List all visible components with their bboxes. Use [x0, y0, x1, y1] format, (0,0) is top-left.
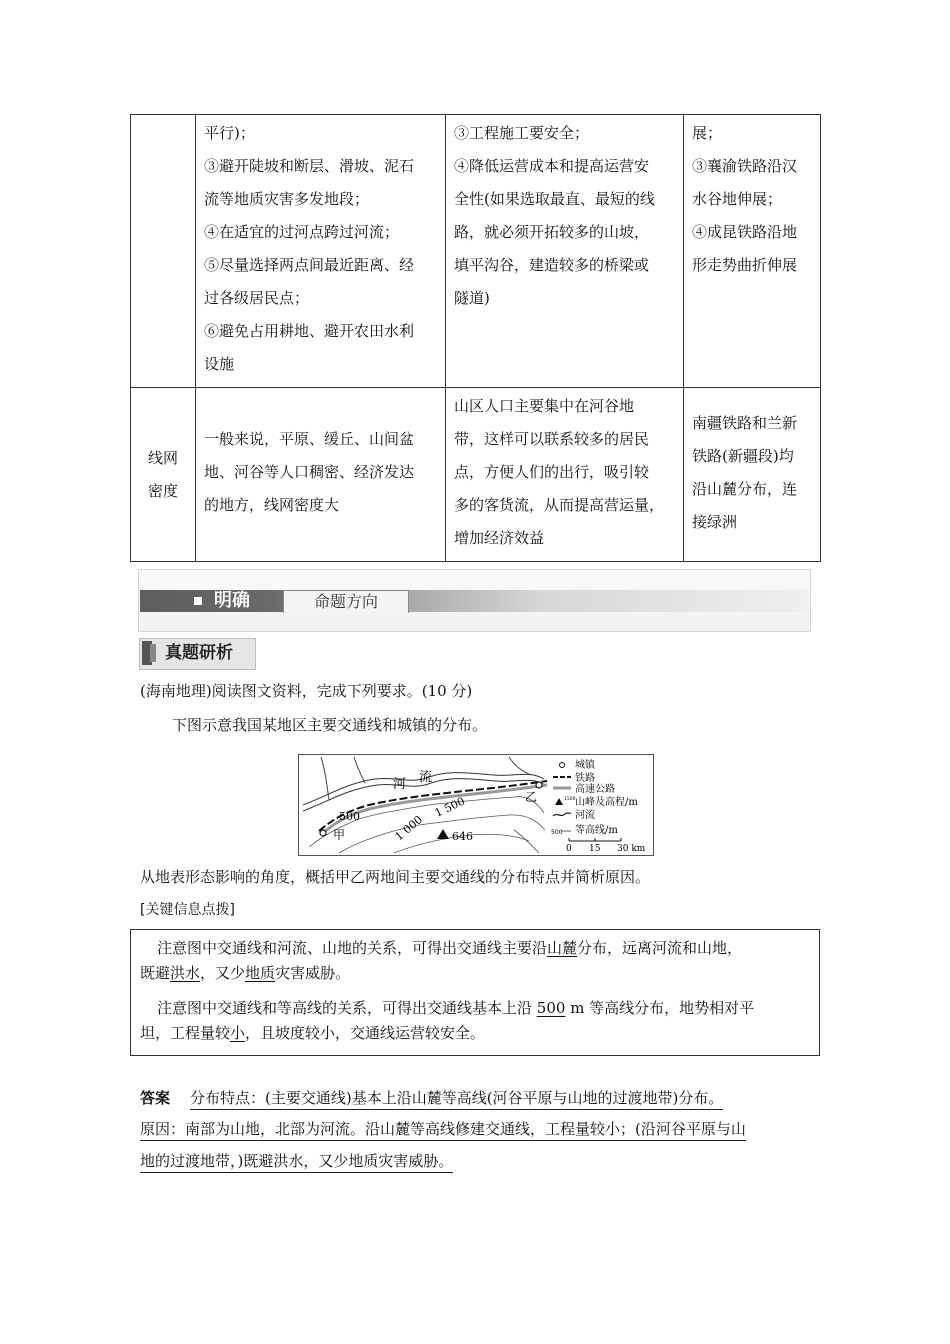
cell-line: 增加经济效益	[454, 529, 545, 547]
map-label-peak-value: 646	[452, 830, 473, 843]
square-bullet-icon	[194, 597, 202, 605]
map-svg	[299, 755, 653, 855]
town-yi-marker	[536, 782, 542, 788]
table-cell-reasons	[446, 388, 684, 562]
map-label-contour-1000: 1 000	[392, 813, 426, 844]
key-info-underline: 洪水	[170, 964, 201, 982]
legend-peak-icon	[555, 798, 563, 805]
cell-line: 路，就必须开拓较多的山坡，	[454, 223, 650, 241]
key-info-text: 坦，工程量较	[140, 1024, 231, 1042]
cell-line: 山区人口主要集中在河谷地	[454, 397, 635, 415]
table-row	[131, 388, 821, 562]
map-label-jia: 甲	[333, 828, 346, 842]
cell-line: 一般来说，平原、缓丘、山间盆	[204, 430, 415, 448]
legend-label: 高速公路	[575, 784, 615, 795]
cell-line: 过各级居民点；	[204, 289, 310, 307]
map-label-contour-500: 500	[339, 810, 360, 823]
scale-label: 30 km	[617, 844, 646, 854]
key-info-underline: 地质	[245, 964, 276, 982]
cell-line: ④在适宜的过河点跨过河流；	[204, 223, 400, 241]
key-info-p1-line1	[157, 937, 742, 959]
key-info-p2-line1	[157, 997, 754, 1019]
key-info-underline: 山麓	[547, 939, 578, 957]
legend-river-icon	[553, 813, 571, 816]
tributary-line	[509, 757, 531, 775]
key-info-text: 注意图中交通线和等高线的关系，可得出交通线基本上沿	[157, 999, 537, 1017]
cell-line: 水谷地伸展；	[692, 190, 783, 208]
key-info-p2-line2	[140, 1022, 485, 1044]
key-info-underline: 500	[536, 999, 566, 1017]
tributary-line	[321, 757, 329, 800]
key-info-text: 分布，远离河流和山地，	[577, 939, 743, 957]
table-cell-category	[131, 115, 196, 388]
cell-line: 带，这样可以联系较多的居民	[454, 430, 650, 448]
key-info-text: m 等高线分布，地势相对平	[565, 999, 755, 1017]
scale-label: 15	[589, 844, 601, 854]
cell-line: 形走势曲折伸展	[692, 256, 798, 274]
cell-line: 线网	[147, 448, 178, 467]
answer-label: 答案	[140, 1089, 171, 1107]
transport-map-figure	[298, 754, 654, 856]
cell-line: 隧道)	[454, 289, 490, 307]
key-info-text: 灾害威胁。	[275, 964, 351, 982]
legend-town-icon	[560, 763, 565, 768]
cell-line: 地、河谷等人口稠密、经济发达	[204, 463, 415, 481]
legend-label: 山峰及高程/m	[575, 797, 638, 808]
cell-line: ③襄渝铁路沿汉	[692, 157, 798, 175]
legend-label: 河流	[575, 810, 595, 821]
table-cell-category	[131, 388, 196, 562]
town-jia-marker	[320, 830, 326, 836]
road-layout-table	[130, 114, 821, 562]
key-info-underline: 小	[230, 1024, 246, 1042]
key-info-text: ，又少	[200, 964, 246, 982]
tributary-line	[354, 757, 365, 783]
cell-line: 点，方便人们的出行，吸引较	[454, 463, 650, 481]
cell-line: 多的客货流，从而提高营运量，	[454, 496, 665, 514]
cell-line: ③工程施工要安全；	[454, 124, 590, 142]
cell-line: 设施	[204, 355, 235, 373]
cell-line: 接绿洲	[692, 512, 738, 531]
table-cell-examples	[684, 115, 821, 388]
map-label-contour-1500: 1 500	[432, 794, 467, 820]
cell-line: 流等地质灾害多发地段；	[204, 190, 370, 208]
legend-contour-sample: 500	[551, 829, 563, 836]
section-banner-title: 明确	[214, 590, 250, 611]
table-cell-reasons	[446, 115, 684, 388]
legend-label: 等高线/m	[575, 825, 618, 836]
key-info-p1-line2	[140, 962, 350, 984]
section-banner-tab: 命题方向	[283, 590, 409, 613]
cell-line: 平行)；	[204, 124, 255, 142]
answer-line-2: 原因：南部为山地，北部为河流。沿山麓等高线修建交通线，工程量较小；(沿河谷平原与山	[140, 1118, 746, 1141]
map-label-yi: 乙	[525, 790, 538, 804]
table-row	[131, 115, 821, 388]
tag-marker-shade	[150, 644, 156, 662]
key-info-text: 既避	[140, 964, 171, 982]
question-source: (海南地理)阅读图文资料，完成下列要求。(10 分)	[140, 682, 473, 700]
cell-line: 密度	[147, 481, 178, 500]
legend-peak-sample: 1500	[564, 797, 576, 802]
cell-line: ③避开陡坡和断层、滑坡、泥石	[204, 157, 415, 175]
table-cell-principles	[196, 388, 446, 562]
cell-line: 南疆铁路和兰新	[692, 413, 798, 432]
scale-label: 0	[566, 844, 572, 854]
legend-label: 城镇	[575, 760, 595, 771]
cell-line: 展；	[692, 124, 723, 142]
cell-line: ⑤尽量选择两点间最近距离、经	[204, 256, 415, 274]
real-question-tag-label: 真题研析	[165, 643, 233, 663]
key-info-text: 注意图中交通线和河流、山地的关系，可得出交通线主要沿	[157, 939, 548, 957]
cell-line: 全性(如果选取最直、最短的线	[454, 190, 655, 208]
legend-label: 铁路	[575, 773, 595, 784]
table-cell-principles	[196, 115, 446, 388]
question-ask: 从地表形态影响的角度，概括甲乙两地间主要交通线的分布特点并简析原因。	[140, 868, 651, 886]
table-cell-examples	[684, 388, 821, 562]
map-label-river-1: 河	[393, 777, 407, 792]
question-intro: 下图示意我国某地区主要交通线和城镇的分布。	[172, 716, 488, 734]
key-info-title: [关键信息点拨]	[140, 902, 235, 918]
map-label-river-2: 流	[419, 770, 433, 785]
cell-line: 的地方，线网密度大	[204, 496, 340, 514]
cell-line: ④成昆铁路沿地	[692, 223, 798, 241]
cell-line: ⑥避免占用耕地、避开农田水利	[204, 322, 415, 340]
mountain-peak-icon	[437, 829, 449, 839]
cell-line: 铁路(新疆段)均	[692, 446, 794, 465]
cell-line: 填平沟谷，建造较多的桥梁或	[454, 256, 650, 274]
cell-line: ④降低运营成本和提高运营安	[454, 157, 650, 175]
answer-line-1: 分布特点：(主要交通线)基本上沿山麓等高线(河谷平原与山地的过渡地带)分布。	[190, 1087, 723, 1110]
answer-line-3: 地的过渡地带，)既避洪水，又少地质灾害威胁。	[140, 1150, 453, 1173]
key-info-text: ，且坡度较小，交通线运营较安全。	[245, 1024, 486, 1042]
contour-line	[514, 830, 539, 853]
cell-line: 沿山麓分布，连	[692, 479, 798, 498]
